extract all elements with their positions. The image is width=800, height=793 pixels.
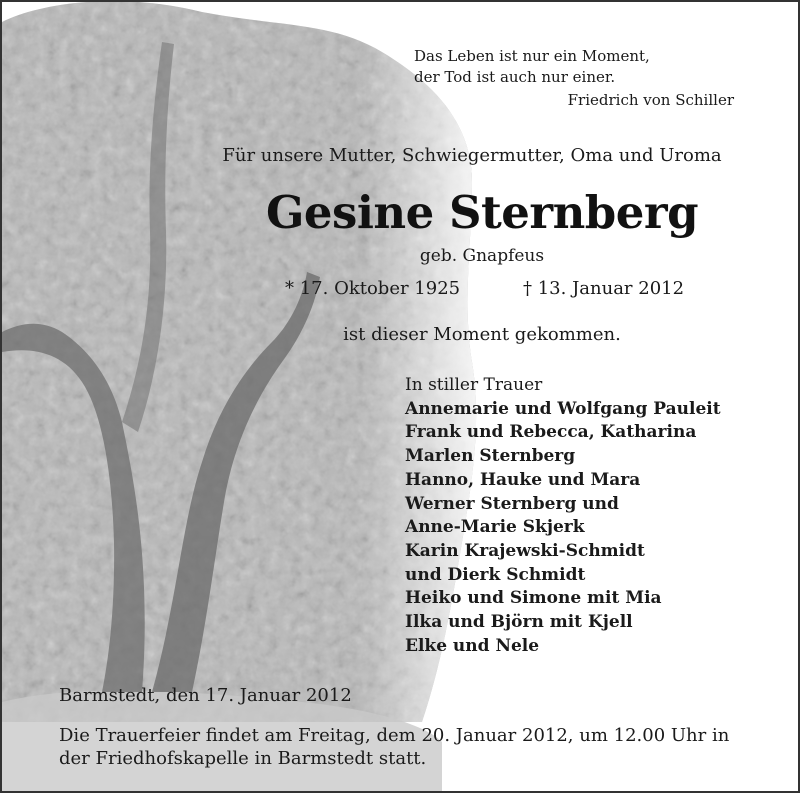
mourner-entry: Elke und Nele — [405, 635, 540, 656]
deceased-name: Gesine Sternberg — [265, 186, 699, 239]
mourner-entry: Werner Sternberg und — [405, 493, 619, 514]
text-layer — [2, 2, 800, 793]
mourner-entry: Hanno, Hauke und Mara — [405, 469, 641, 490]
quote-line-2: der Tod ist auch nur einer. — [414, 68, 616, 86]
epigraph-quote — [414, 46, 734, 111]
quote-author: Friedrich von Schiller — [567, 91, 734, 109]
death-date: † 13. Januar 2012 — [523, 278, 685, 299]
maiden-name: geb. Gnapfeus — [419, 246, 545, 266]
mourning-lead: In stiller Trauer — [405, 375, 543, 395]
mourner-entry: und Dierk Schmidt — [405, 564, 586, 585]
funeral-notice: Die Trauerfeier findet am Freitag, dem 20. Januar 2012, um 12.00 Uhr in der Friedhofskapelle in Barmstedt statt. — [59, 725, 730, 769]
life-dates — [285, 278, 685, 299]
mourners-list — [405, 374, 721, 658]
mourner-entry: Ilka und Björn mit Kjell — [405, 612, 633, 633]
moment-line: ist dieser Moment gekommen. — [343, 324, 621, 345]
mourner-entry: Marlen Sternberg — [405, 446, 576, 467]
birth-date: * 17. Oktober 1925 — [285, 278, 461, 299]
quote-line-1: Das Leben ist nur ein Moment, — [414, 47, 650, 65]
mourner-entry: Karin Krajewski-Schmidt — [405, 540, 645, 561]
intro-line: Für unsere Mutter, Schwiegermutter, Oma und Uroma — [222, 145, 722, 166]
mourner-entry: Anne-Marie Skjerk — [405, 517, 585, 538]
place-and-date: Barmstedt, den 17. Januar 2012 — [59, 685, 352, 706]
mourner-entry: Frank und Rebecca, Katharina — [405, 422, 697, 443]
mourner-entry: Heiko und Simone mit Mia — [405, 588, 662, 609]
mourner-entry: Annemarie und Wolfgang Pauleit — [405, 398, 721, 419]
